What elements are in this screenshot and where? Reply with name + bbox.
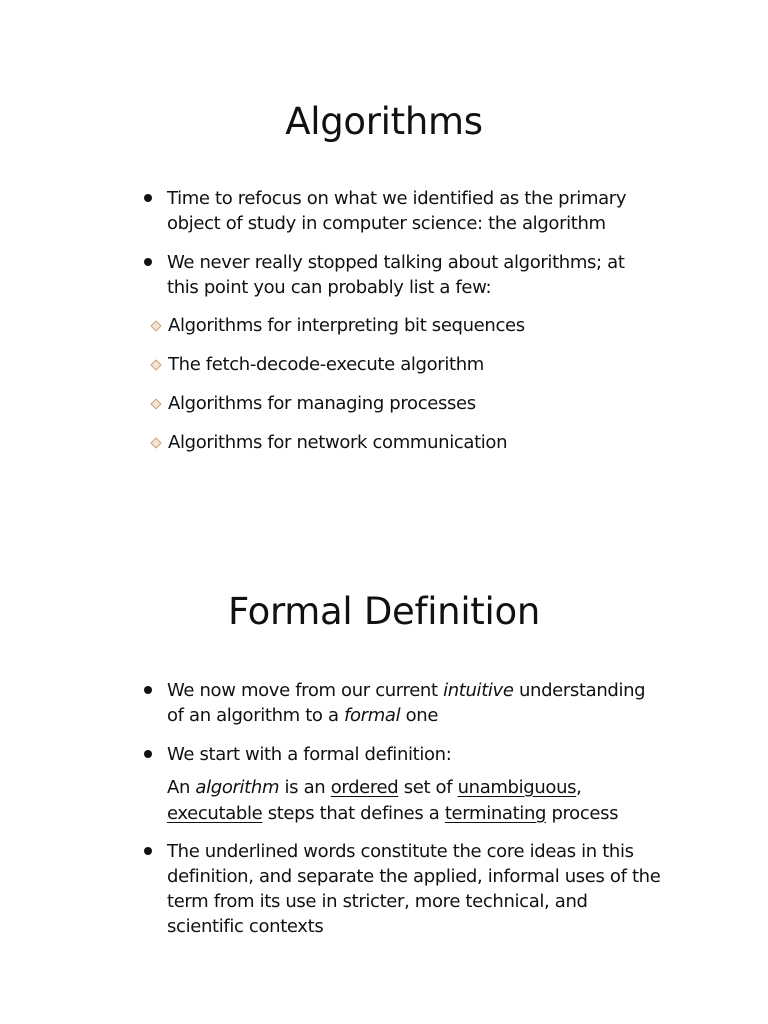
- italic-term: algorithm: [195, 777, 280, 798]
- diamond-bullet-icon: [150, 320, 161, 331]
- text-run: steps that defines a: [262, 803, 445, 824]
- italic-term: intuitive: [443, 680, 514, 701]
- underlined-term: unambiguous: [457, 777, 577, 798]
- slide-formal-definition: [0, 512, 768, 1024]
- definition-text: [167, 775, 661, 827]
- sub-bullet-text: Algorithms for interpreting bit sequences: [168, 315, 525, 336]
- text-run: is an: [279, 777, 331, 798]
- bullet-item: [141, 186, 661, 236]
- slide-title: Algorithms: [285, 100, 483, 143]
- italic-term: formal: [344, 705, 401, 726]
- sub-bullet-list: [150, 313, 661, 455]
- sub-bullet-text: Algorithms for network communication: [168, 432, 508, 453]
- bullet-text: We never really stopped talking about algorithms; at this point you can probably list a few:: [167, 252, 625, 298]
- bullet-item: [141, 678, 661, 728]
- bullet-text: Time to refocus on what we identified as the primary object of study in computer science: the algorithm: [167, 188, 627, 234]
- bullet-item: [141, 742, 661, 767]
- slide-title: Formal Definition: [228, 590, 540, 633]
- text-run: understanding of an algorithm to a: [167, 680, 646, 726]
- sub-bullet-text: Algorithms for managing processes: [168, 393, 476, 414]
- bullet-text: The underlined words constitute the core ideas in this definition, and separate the applied, informal uses of the term from its use in stricter, more technical, and scientific contexts: [167, 841, 661, 937]
- diamond-bullet-icon: [150, 437, 161, 448]
- text-run: process: [546, 803, 619, 824]
- text-run: We now move from our current: [167, 680, 444, 701]
- sub-bullet-item: [150, 352, 661, 377]
- slide-algorithms: [0, 0, 768, 500]
- bullet-dot-icon: [144, 194, 152, 202]
- sub-bullet-item: [150, 313, 661, 338]
- bullet-text: [167, 680, 645, 726]
- sub-bullet-text: The fetch-decode-execute algorithm: [168, 354, 484, 375]
- bullet-dot-icon: [144, 686, 152, 694]
- underlined-term: ordered: [330, 777, 399, 798]
- bullet-dot-icon: [144, 847, 152, 855]
- bullet-list: [141, 186, 661, 469]
- underlined-term: terminating: [444, 803, 547, 824]
- text-run: An: [167, 777, 196, 798]
- bullet-text: We start with a formal definition:: [167, 744, 452, 765]
- sub-bullet-item: [150, 391, 661, 416]
- diamond-bullet-icon: [150, 398, 161, 409]
- diamond-bullet-icon: [150, 359, 161, 370]
- bullet-dot-icon: [144, 750, 152, 758]
- bullet-dot-icon: [144, 258, 152, 266]
- bullet-item: [141, 839, 661, 939]
- bullet-list: [141, 678, 661, 953]
- text-run: set of: [398, 777, 458, 798]
- text-run: one: [400, 705, 439, 726]
- sub-bullet-item: [150, 430, 661, 455]
- bullet-item: [141, 250, 661, 455]
- text-run: ,: [576, 777, 582, 798]
- underlined-term: executable: [167, 803, 263, 824]
- definition-block: [141, 775, 661, 827]
